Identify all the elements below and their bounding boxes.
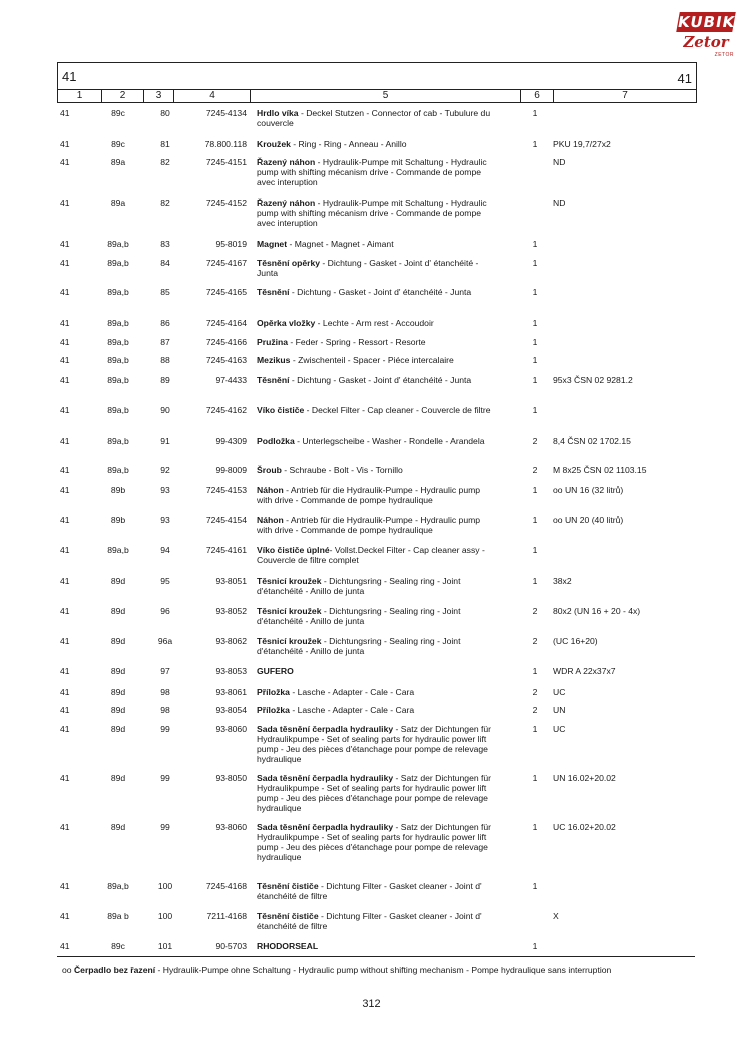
column-header: 3 [144,90,174,102]
cell-group: 41 [60,705,70,715]
cell-figure: 89a,b [107,881,129,891]
cell-part-number: 93-8052 [215,606,247,616]
part-name: Řazený náhon [257,157,316,167]
cell-group: 41 [60,157,70,167]
cell-group: 41 [60,724,70,734]
cell-quantity: 1 [532,318,538,328]
part-name: Těsnění [257,287,290,297]
cell-part-number: 93-8053 [215,666,247,676]
part-name: Příložka [257,687,290,697]
cell-figure: 89a b [107,911,129,921]
cell-figure: 89a,b [107,318,129,328]
cell-description [257,881,495,901]
cell-part-number: 93-8060 [215,822,247,832]
cell-figure: 89c [111,139,125,149]
cell-quantity: 1 [532,108,538,118]
cell-position: 87 [160,337,170,347]
footnote-text: - Hydraulik-Pumpe ohne Schaltung - Hydraulic pump without shifting mechanism - Pompe hydraulique sans interruption [155,965,612,975]
cell-note: oo UN 20 (40 litrů) [553,515,624,525]
cell-part-number: 7245-4164 [205,318,247,328]
cell-description [257,198,495,228]
part-name: Náhon [257,485,284,495]
part-name: Náhon [257,515,284,525]
cell-figure: 89a,b [107,337,129,347]
part-translations: - Dichtungsring - Sealing ring - Joint d'étanchéité - Anillo de junta [257,576,461,596]
cell-figure: 89a,b [107,545,129,555]
column-header-row [57,89,697,103]
cell-description [257,485,495,505]
cell-description [257,465,495,475]
cell-position: 91 [160,436,170,446]
part-translations: - Dichtungsring - Sealing ring - Joint d'étanchéité - Anillo de junta [257,636,461,656]
column-header: 1 [58,90,102,102]
cell-group: 41 [60,258,70,268]
cell-figure: 89b [110,485,126,495]
cell-group: 41 [60,911,70,921]
cell-figure: 89c [111,941,125,951]
part-translations: - Zwischenteil - Spacer - Piéce intercalaire [290,355,454,365]
cell-group: 41 [60,687,70,697]
part-translations: - Dichtung Filter - Gasket cleaner - Joint d' étanchéité de filtre [257,911,482,931]
cell-position: 99 [160,724,170,734]
cell-group: 41 [60,881,70,891]
cell-description [257,606,495,626]
cell-quantity: 1 [532,139,538,149]
cell-note: UC [553,687,566,697]
cell-figure: 89a,b [107,465,129,475]
column-header: 5 [251,90,521,102]
cell-part-number: 93-8060 [215,724,247,734]
cell-figure: 89d [110,822,126,832]
cell-position: 99 [160,773,170,783]
cell-note: WDR A 22x37x7 [553,666,616,676]
page-number: 312 [362,998,381,1010]
cell-note: (UC 16+20) [553,636,598,646]
cell-figure: 89c [111,108,125,118]
logo-kubik: KUBIK [676,13,737,31]
cell-group: 41 [60,239,70,249]
cell-part-number: 93-8061 [215,687,247,697]
cell-description [257,405,495,415]
part-translations: - Satz der Dichtungen für Hydraulikpumpe - Set of sealing parts for hydraulic power lift pump - Jeu des pièces d'étanchage pour pompe de relevage hydraulique [257,822,492,862]
part-translations: - Unterlegscheibe - Washer - Rondelle - Arandela [294,436,485,446]
cell-part-number: 7211-4168 [206,911,247,921]
cell-part-number: 95-8019 [215,239,247,249]
cell-figure: 89a,b [107,239,129,249]
cell-quantity: 1 [532,941,538,951]
logo-subtext: ZETOR [714,52,734,58]
cell-quantity: 1 [532,515,538,525]
cell-description [257,576,495,596]
part-name: Opěrka vložky [257,318,316,328]
group-number-right: 41 [677,71,692,86]
cell-quantity: 2 [532,705,538,715]
part-translations: - Lasche - Adapter - Cale - Cara [289,687,415,697]
group-header-frame [57,62,697,91]
cell-position: 100 [157,881,173,891]
cell-note: 8,4 ČSN 02 1702.15 [553,436,631,446]
part-name: Příložka [257,705,290,715]
cell-note: UC [553,724,566,734]
cell-figure: 89d [110,724,126,734]
cell-description [257,773,495,813]
cell-part-number: 7245-4154 [205,515,247,525]
cell-group: 41 [60,822,70,832]
part-translations: - Satz der Dichtungen für Hydraulikpumpe - Set of sealing parts for hydraulic power lift pump - Jeu des pièces d'étanchage pour pompe de relevage hydraulique [257,773,492,813]
cell-description [257,515,495,535]
cell-quantity: 1 [532,355,538,365]
cell-position: 86 [160,318,170,328]
cell-group: 41 [60,198,70,208]
cell-group: 41 [60,485,70,495]
part-name: Těsnění [257,375,290,385]
cell-note: ND [553,198,566,208]
cell-description [257,687,495,697]
part-translations: - Dichtung Filter - Gasket cleaner - Joint d' étanchéité de filtre [257,881,482,901]
cell-position: 89 [160,375,170,385]
cell-group: 41 [60,576,70,586]
cell-note: 80x2 (UN 16 + 20 - 4x) [553,606,641,616]
cell-position: 80 [160,108,170,118]
cell-part-number: 7245-4167 [205,258,247,268]
column-header: 6 [521,90,554,102]
part-name: Těsnění opěrky [257,258,321,268]
cell-position: 99 [160,822,170,832]
cell-quantity: 1 [532,666,538,676]
cell-note: 38x2 [553,576,572,586]
cell-figure: 89a,b [107,355,129,365]
part-name: Sada těsnění čerpadla hydrauliky [257,724,394,734]
cell-description [257,436,495,446]
part-translations: - Feder - Spring - Ressort - Resorte [288,337,426,347]
part-translations: - Magnet - Magnet - Aimant [287,239,394,249]
cell-quantity: 2 [532,436,538,446]
cell-position: 100 [157,911,173,921]
cell-quantity: 2 [532,636,538,646]
column-header: 2 [102,90,144,102]
footnote-name: Čerpadlo bez řazení [73,965,156,975]
cell-part-number: 7245-4162 [205,405,247,415]
logo-zetor: Zetor [683,33,729,51]
footnote [62,965,702,975]
cell-part-number: 93-8054 [215,705,247,715]
cell-quantity: 1 [532,773,538,783]
cell-part-number: 7245-4161 [205,545,247,555]
cell-group: 41 [60,666,70,676]
part-name: Těsnění čističe [257,881,319,891]
cell-part-number: 99-8009 [215,465,247,475]
part-translations: - Antrieb für die Hydraulik-Pumpe - Hydraulic pump with drive - Commande de pompe hydraulique [257,485,481,505]
cell-quantity: 2 [532,465,538,475]
cell-figure: 89d [110,606,126,616]
cell-part-number: 78.800.118 [204,139,247,149]
cell-description [257,375,495,385]
cell-position: 101 [157,941,173,951]
cell-part-number: 7245-4166 [205,337,247,347]
cell-part-number: 7245-4151 [205,157,247,167]
part-translations: - Dichtungsring - Sealing ring - Joint d'étanchéité - Anillo de junta [257,606,461,626]
cell-quantity: 1 [532,822,538,832]
cell-group: 41 [60,139,70,149]
part-translations: - Vollst.Deckel Filter - Cap cleaner assy - Couvercle de filtre complet [257,545,485,565]
cell-position: 84 [160,258,170,268]
cell-description [257,822,495,862]
cell-position: 93 [160,515,170,525]
part-name: Sada těsnění čerpadla hydrauliky [257,822,394,832]
cell-note: UN 16.02+20.02 [553,773,616,783]
cell-description [257,941,495,951]
column-header: 7 [622,90,628,101]
cell-note: UC 16.02+20.02 [553,822,616,832]
cell-figure: 89b [110,515,126,525]
cell-quantity: 1 [532,724,538,734]
cell-figure: 89a,b [107,405,129,415]
cell-part-number: 97-4433 [215,375,247,385]
cell-description [257,666,495,676]
part-name: Pružina [257,337,289,347]
cell-quantity: 1 [532,258,538,268]
cell-part-number: 93-8050 [215,773,247,783]
cell-description [257,724,495,764]
part-translations: - Satz der Dichtungen für Hydraulikpumpe - Set of sealing parts for hydraulic power lift pump - Jeu des pièces d'étanchage pour pompe de relevage hydraulique [257,724,492,764]
cell-note: oo UN 16 (32 litrů) [553,485,624,495]
cell-position: 82 [160,198,170,208]
cell-group: 41 [60,287,70,297]
cell-position: 81 [160,139,170,149]
footnote-marker: oo [62,965,72,975]
part-name: Těsnění čističe [257,911,319,921]
cell-position: 82 [160,157,170,167]
cell-quantity: 1 [532,239,538,249]
part-name: Podložka [257,436,295,446]
cell-group: 41 [60,636,70,646]
part-translations: - Antrieb für die Hydraulik-Pumpe - Hydraulic pump with drive - Commande de pompe hydraulique [257,515,481,535]
part-translations: - Deckel Stutzen - Connector of cab - Tubulure du couvercle [257,108,491,128]
cell-quantity: 1 [532,405,538,415]
part-name: Mezikus [257,355,291,365]
cell-figure: 89d [110,576,126,586]
cell-group: 41 [60,606,70,616]
cell-description [257,239,495,249]
part-translations: - Dichtung - Gasket - Joint d' étanchéité - Junta [257,258,479,278]
cell-description [257,355,495,365]
cell-description [257,636,495,656]
cell-position: 93 [160,485,170,495]
cell-note: PKU 19,7/27x2 [553,139,611,149]
cell-part-number: 7245-4168 [205,881,247,891]
part-name: Těsnicí kroužek [257,606,322,616]
cell-position: 98 [160,705,170,715]
cell-description [257,911,495,931]
cell-position: 92 [160,465,170,475]
cell-part-number: 93-8062 [215,636,247,646]
group-number-left: 41 [62,69,77,84]
part-name: GUFERO [257,666,294,676]
cell-description [257,157,495,187]
part-name: Šroub [257,465,282,475]
cell-part-number: 7245-4153 [205,485,247,495]
cell-description [257,108,495,128]
cell-figure: 89d [110,773,126,783]
cell-description [257,545,495,565]
cell-group: 41 [60,405,70,415]
part-translations: - Deckel Filter - Cap cleaner - Couvercle de filtre [304,405,491,415]
cell-quantity: 1 [532,485,538,495]
cell-figure: 89a,b [107,287,129,297]
cell-part-number: 7245-4152 [205,198,247,208]
cell-figure: 89a,b [107,375,129,385]
cell-group: 41 [60,375,70,385]
part-translations: - Schraube - Bolt - Vis - Tornillo [281,465,403,475]
cell-part-number: 90-5703 [215,941,247,951]
column-header: 4 [174,90,251,102]
cell-position: 83 [160,239,170,249]
cell-position: 96 [160,606,170,616]
cell-description [257,318,495,328]
cell-group: 41 [60,465,70,475]
cell-quantity: 1 [532,576,538,586]
cell-group: 41 [60,545,70,555]
cell-position: 88 [160,355,170,365]
cell-group: 41 [60,108,70,118]
cell-group: 41 [60,941,70,951]
cell-description [257,705,495,715]
cell-figure: 89d [110,705,126,715]
cell-position: 85 [160,287,170,297]
cell-description [257,258,495,278]
cell-note: M 8x25 ČSN 02 1103.15 [553,465,647,475]
table-bottom-line [57,956,695,957]
part-name: RHODORSEAL [257,941,319,951]
part-translations: - Dichtung - Gasket - Joint d' étanchéité - Junta [289,375,472,385]
cell-group: 41 [60,355,70,365]
part-name: Víko čističe úplné [257,545,330,555]
kubik-zetor-logo [676,12,737,62]
cell-note: X [553,911,559,921]
part-translations: - Hydraulik-Pumpe mit Schaltung - Hydraulic pump with shifting mécanism drive - Commande de pompe avec interuption [257,157,487,187]
cell-group: 41 [60,318,70,328]
cell-position: 95 [160,576,170,586]
cell-group: 41 [60,337,70,347]
cell-quantity: 1 [532,287,538,297]
cell-figure: 89d [110,687,126,697]
cell-figure: 89a,b [107,258,129,268]
cell-note: UN [553,705,566,715]
cell-quantity: 1 [532,881,538,891]
cell-part-number: 99-4309 [215,436,247,446]
cell-description [257,287,495,297]
part-name: Kroužek [257,139,291,149]
cell-figure: 89a [110,198,126,208]
part-name: Hrdlo víka [257,108,299,118]
cell-quantity: 1 [532,337,538,347]
cell-position: 97 [160,666,170,676]
cell-figure: 89d [110,636,126,646]
cell-part-number: 7245-4163 [205,355,247,365]
cell-description [257,139,495,149]
cell-position: 94 [160,545,170,555]
part-translations: - Hydraulik-Pumpe mit Schaltung - Hydraulic pump with shifting mécanism drive - Commande de pompe avec interuption [257,198,487,228]
cell-position: 98 [160,687,170,697]
cell-figure: 89a [110,157,126,167]
cell-group: 41 [60,515,70,525]
cell-note: 95x3 ČSN 02 9281.2 [553,375,633,385]
cell-description [257,337,495,347]
part-name: Těsnicí kroužek [257,576,322,586]
cell-quantity: 1 [532,375,538,385]
part-name: Sada těsnění čerpadla hydrauliky [257,773,394,783]
cell-quantity: 2 [532,606,538,616]
cell-position: 90 [160,405,170,415]
cell-quantity: 2 [532,687,538,697]
cell-quantity: 1 [532,545,538,555]
cell-part-number: 93-8051 [215,576,247,586]
part-translations: - Ring - Ring - Anneau - Anillo [290,139,407,149]
part-name: Víko čističe [257,405,305,415]
cell-figure: 89d [110,666,126,676]
part-translations: - Lasche - Adapter - Cale - Cara [289,705,415,715]
part-name: Řazený náhon [257,198,316,208]
cell-group: 41 [60,773,70,783]
cell-figure: 89a,b [107,436,129,446]
part-translations: - Lechte - Arm rest - Accoudoir [315,318,434,328]
cell-group: 41 [60,436,70,446]
cell-note: ND [553,157,566,167]
cell-part-number: 7245-4134 [205,108,247,118]
part-name: Těsnicí kroužek [257,636,322,646]
cell-position: 96a [157,636,173,646]
part-translations: - Dichtung - Gasket - Joint d' étanchéité - Junta [289,287,472,297]
part-name: Magnet [257,239,288,249]
cell-part-number: 7245-4165 [205,287,247,297]
